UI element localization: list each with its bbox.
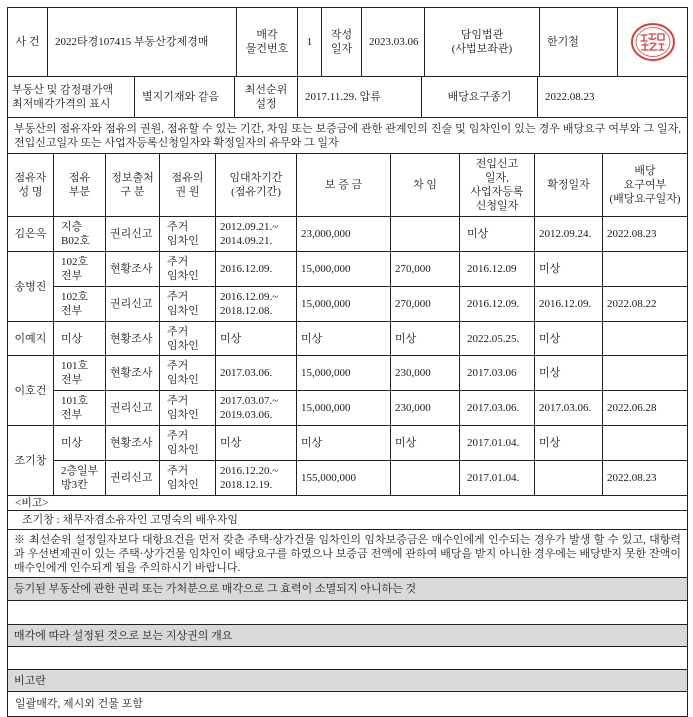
dividend-request: 2022.08.22 [603,287,688,322]
fixed-date: 미상 [535,252,603,287]
move-in-date: 2016.12.09. [460,287,535,322]
created-date-label: 작성 일자 [322,8,362,77]
occupancy-right: 주거 임차인 [160,426,216,461]
case-number: 2022타경107415 부동산강제경매 [48,8,237,77]
remarks-table [7,495,688,717]
deposit: 155,000,000 [297,461,391,496]
lease-period: 2017.03.07.~ 2019.03.06. [216,391,297,426]
occupancy-right: 주거 임차인 [160,287,216,322]
column-header: 점유 부분 [54,154,106,217]
fixed-date: 미상 [535,356,603,391]
intro-table [7,117,688,154]
priority-value: 2017.11.29. 압류 [298,77,422,118]
tenant-name: 송병진 [8,252,54,322]
fixed-date: 미상 [535,322,603,356]
deposit: 15,000,000 [297,252,391,287]
column-header: 점유의 권 원 [160,154,216,217]
deadline-label: 배당요구종기 [422,77,538,118]
rent: 230,000 [391,391,460,426]
occupied-part: 미상 [54,322,106,356]
column-header: 확정일자 [535,154,603,217]
column-header: 보 증 금 [297,154,391,217]
judge-label: 담임법관 (사법보좌관) [425,8,540,77]
remarks-note: 조기창 : 채무자겸소유자인 고명숙의 배우자임 [8,511,688,530]
auction-item-statement [7,7,687,717]
remarks-heading: <비고> [8,496,688,511]
info-source: 현황조사 [106,356,160,391]
rent: 미상 [391,426,460,461]
property-label: 부동산 및 감정평가액 최저매각가격의 표시 [8,77,135,118]
occupancy-right: 주거 임차인 [160,391,216,426]
section-title-surface-rights: 매각에 따라 설정된 것으로 보는 지상권의 개요 [8,625,688,647]
deposit: 15,000,000 [297,356,391,391]
table-row [8,287,688,322]
section-content-surface-rights [8,647,688,670]
deposit: 미상 [297,426,391,461]
court-seal-icon [630,22,676,62]
lease-period: 2017.03.06. [216,356,297,391]
occupancy-right: 주거 임차인 [160,217,216,252]
table-row [8,356,688,391]
occupancy-right: 주거 임차인 [160,461,216,496]
fixed-date: 2017.03.06. [535,391,603,426]
lease-period: 2016.12.20.~ 2018.12.19. [216,461,297,496]
case-header-table [7,7,688,77]
info-source: 현황조사 [106,252,160,287]
lease-period: 2012.09.21.~ 2014.09.21. [216,217,297,252]
lease-period: 미상 [216,426,297,461]
occupied-part: 101호 전부 [54,391,106,426]
dividend-request: 2022.08.23 [603,461,688,496]
deposit: 23,000,000 [297,217,391,252]
rent [391,461,460,496]
lease-period: 미상 [216,322,297,356]
move-in-date: 미상 [460,217,535,252]
table-row [8,391,688,426]
rent: 미상 [391,322,460,356]
rent: 270,000 [391,252,460,287]
move-in-date: 2017.03.06. [460,391,535,426]
info-source: 현황조사 [106,426,160,461]
info-source: 권리신고 [106,217,160,252]
column-header: 정보출처 구 분 [106,154,160,217]
priority-label: 최선순위 설정 [235,77,298,118]
occupancy-intro: 부동산의 점유자와 점유의 권원, 점유할 수 있는 기간, 차임 또는 보증금에 관한 관계인의 진술 및 임차인이 있는 경우 배당요구 여부와 그 일자, 전입신고일자 또는 사업자등록신청일자와 확정일자의 유무와 그 일자 [8,118,688,154]
occupancy-right: 주거 임차인 [160,322,216,356]
deadline-value: 2022.08.23 [538,77,688,118]
dividend-request [603,252,688,287]
case-label: 사 건 [8,8,48,77]
fixed-date [535,461,603,496]
info-source: 권리신고 [106,461,160,496]
remarks-warning: ※ 최선순위 설정일자보다 대항요건을 먼저 갖춘 주택·상가건물 임차인의 임차보증금은 매수인에게 인수되는 경우가 발생 할 수 있고, 대항력과 우선변제권이 있는 주택·상가건물 임차인이 배당요구를 하였으나 보증금 전액에 관하여 배당을 받지 아니한 경우에는 배당받지 못한 잔액이 매수인에게 인수되게 됨을 주의하시기 바랍니다. [8,530,688,578]
section-title-unextinguished-rights: 등기된 부동산에 관한 권리 또는 가처분으로 매각으로 그 효력이 소멸되지 아니하는 것 [8,578,688,601]
table-row [8,461,688,496]
item-number: 1 [298,8,322,77]
section-content-unextinguished-rights [8,601,688,625]
occupancy-right: 주거 임차인 [160,356,216,391]
fixed-date: 2012.09.24. [535,217,603,252]
column-header: 전입신고 일자, 사업자등록 신청일자 [460,154,535,217]
tenant-name: 조기창 [8,426,54,496]
info-source: 권리신고 [106,391,160,426]
move-in-date: 2022.05.25. [460,322,535,356]
move-in-date: 2017.01.04. [460,461,535,496]
move-in-date: 2017.03.06 [460,356,535,391]
dividend-request: 2022.08.23 [603,217,688,252]
tenant-name: 이호건 [8,356,54,426]
move-in-date: 2016.12.09 [460,252,535,287]
fixed-date: 2016.12.09. [535,287,603,322]
deposit: 15,000,000 [297,287,391,322]
table-header-row [8,154,688,217]
rent [391,217,460,252]
occupancy-right: 주거 임차인 [160,252,216,287]
tenant-name: 김은옥 [8,217,54,252]
fixed-date: 미상 [535,426,603,461]
property-value: 별지기재와 같음 [135,77,235,118]
dividend-request: 2022.06.28 [603,391,688,426]
occupied-part: 2층일부 방3칸 [54,461,106,496]
dividend-request [603,356,688,391]
table-row [8,252,688,287]
occupied-part: 102호 전부 [54,252,106,287]
info-source: 현황조사 [106,322,160,356]
lease-period: 2016.12.09.~ 2018.12.08. [216,287,297,322]
column-header: 점유자 성 명 [8,154,54,217]
seal-cell [618,8,688,77]
section-title-remarks: 비고란 [8,670,688,692]
deposit: 15,000,000 [297,391,391,426]
occupied-part: 101호 전부 [54,356,106,391]
section-content-remarks: 일괄매각, 제시외 건물 포함 [8,692,688,717]
occupied-part: 미상 [54,426,106,461]
lease-period: 2016.12.09. [216,252,297,287]
tenant-name: 이예지 [8,322,54,356]
move-in-date: 2017.01.04. [460,426,535,461]
occupied-part: 지층 B02호 [54,217,106,252]
deposit: 미상 [297,322,391,356]
column-header: 차 임 [391,154,460,217]
rent: 270,000 [391,287,460,322]
dividend-request [603,426,688,461]
occupied-part: 102호 전부 [54,287,106,322]
column-header: 임대차기간 (점유기간) [216,154,297,217]
table-row [8,426,688,461]
column-header: 배당 요구여부 (배당요구일자) [603,154,688,217]
summary-table [7,76,688,118]
judge-name: 한기철 [540,8,618,77]
table-row [8,217,688,252]
item-number-label: 매각 물건번호 [237,8,298,77]
info-source: 권리신고 [106,287,160,322]
tenant-table [7,153,688,496]
dividend-request [603,322,688,356]
table-row [8,322,688,356]
created-date: 2023.03.06 [362,8,425,77]
rent: 230,000 [391,356,460,391]
